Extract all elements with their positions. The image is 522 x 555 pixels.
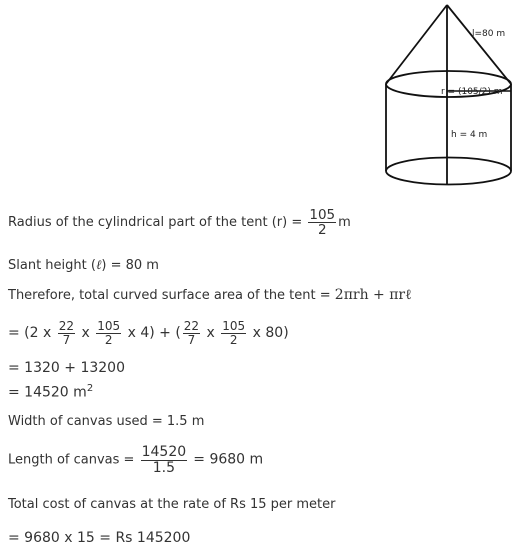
cost-line: Total cost of canvas at the rate of Rs 15 per meter xyxy=(8,497,336,512)
calculation-line: = (2 x $\frac{22}{7}$ x $\frac{105}{2}$ x 4) + ( $\frac{22}{7}$ x $\frac{105}{2}$ x 80) xyxy=(8,319,289,347)
csa-formula: 2πrh + πrℓ xyxy=(334,287,412,303)
slant-label: l=80 m xyxy=(472,29,506,39)
sum-line: = 1320 + 13200 xyxy=(8,360,125,376)
bottom-ellipse xyxy=(386,158,511,185)
radius-line-text: Radius of the cylindrical part of the tent (r) = $\frac{105}{2}$ m xyxy=(8,207,351,239)
slant-height-text: Slant height (ℓ) = 80 m xyxy=(8,258,159,273)
tent-figure xyxy=(0,0,522,195)
width-line: Width of canvas used = 1.5 m xyxy=(8,414,205,429)
area-line: = 14520 $m^2$ xyxy=(8,383,94,401)
length-line: Length of canvas = $\frac{14520}{1.5}$ = 9680 m xyxy=(8,444,264,476)
therefore-text: Therefore, total curved surface area of the tent = 2πrh + πrℓ xyxy=(8,287,412,303)
radius-fraction: $\frac{105}{2}$ xyxy=(309,207,336,239)
length-fraction: $\frac{14520}{1.5}$ xyxy=(141,444,187,476)
height-label: h = 4 m xyxy=(451,130,488,140)
final-line: = 9680 x 15 = Rs 145200 xyxy=(8,530,191,546)
radius-label: r = (105/2) m xyxy=(441,87,503,97)
